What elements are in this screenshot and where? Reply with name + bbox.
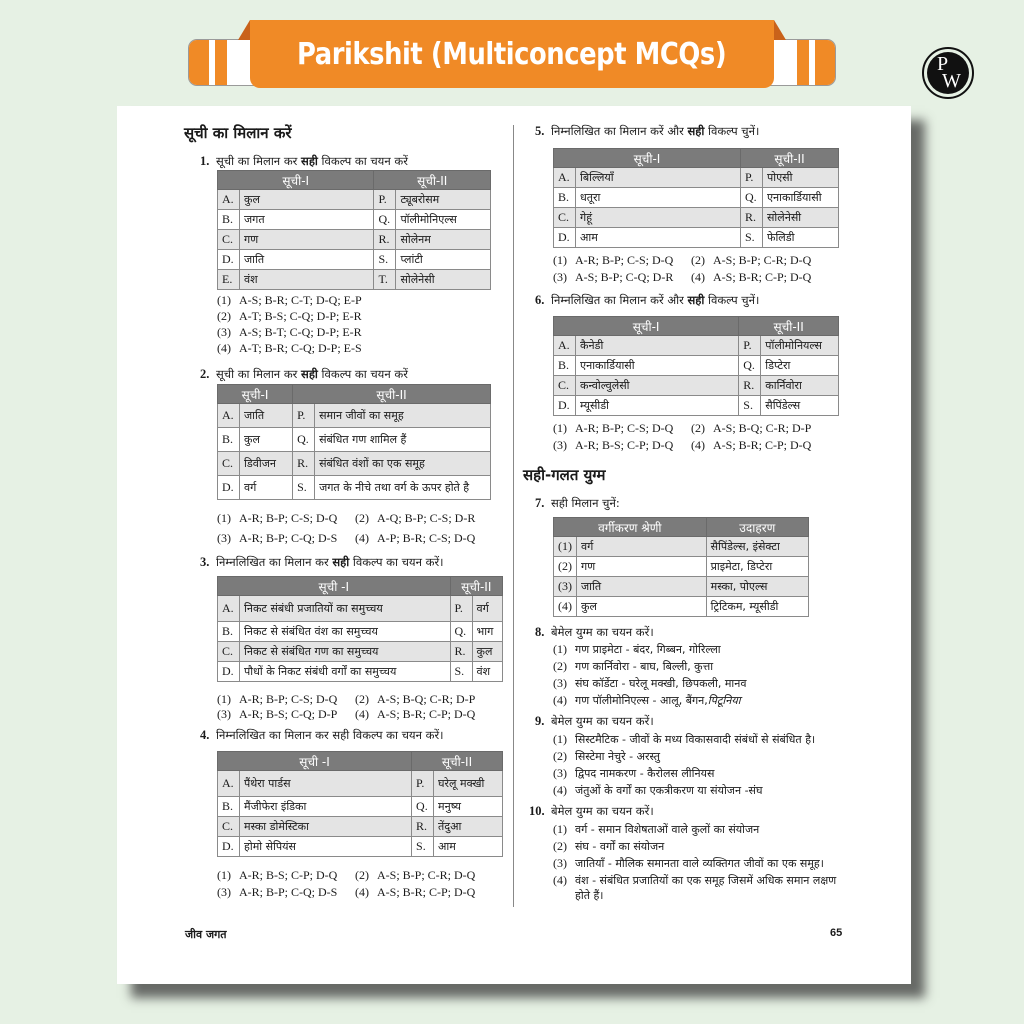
question-1	[200, 154, 408, 169]
table-row: A. पैंथेरा पार्डस P. घरेलू मक्खी	[218, 771, 503, 797]
options-q2	[217, 511, 475, 551]
question-7	[535, 496, 620, 511]
banner-main	[250, 20, 774, 88]
options-q1	[217, 293, 362, 357]
option-4[interactable]: (4) A-S; B-R; C-P; D-Q	[691, 270, 812, 284]
option-3[interactable]: (3) द्विपद नामकरण - कैरोलस लीनियस	[553, 766, 715, 780]
option-4[interactable]: (4) A-S; B-R; C-P; D-Q	[691, 438, 812, 452]
option-1[interactable]: (1) A-R; B-P; C-S; D-Q	[217, 692, 338, 706]
table-row: D. म्यूसीडी S. सैपिंडेल्स	[554, 396, 839, 416]
banner-fold-right	[774, 20, 786, 40]
table-row: B. धतूरा Q. एनाकार्डियासी	[554, 188, 839, 208]
banner-title: Parikshit (Multiconcept MCQs)	[297, 36, 727, 72]
question-title: 4. निम्नलिखित का मिलान कर सही विकल्प का चयन करें।	[200, 728, 444, 742]
table-header: वर्गीकरण श्रेणी	[554, 518, 707, 537]
table-row: (3) जाति मस्का, पोएल्स	[554, 577, 809, 597]
option-2[interactable]: (2) A-S; B-P; C-R; D-Q	[355, 868, 476, 882]
options-q6	[553, 421, 811, 455]
question-title: 1. सूची का मिलान कर सही विकल्प का चयन करें	[200, 154, 408, 168]
option-1[interactable]: (1) वर्ग - समान विशेषताओं वाले कुलों का संयोजन	[553, 822, 760, 836]
option-4[interactable]: (4) जंतुओं के वर्गों का एकत्रीकरण या संयोजन -संघ	[553, 783, 763, 797]
table-row: D. जाति S. प्लांटी	[218, 250, 491, 270]
option-4[interactable]: (4) A-T; B-R; C-Q; D-P; E-S	[217, 341, 362, 355]
table-header: सूची-II	[450, 577, 503, 596]
option-1[interactable]: (1) A-R; B-S; C-P; D-Q	[217, 868, 338, 882]
table-row: A. कैनेडी P. पॉलीमोनियल्स	[554, 336, 839, 356]
table-header: सूची-II	[412, 752, 503, 771]
match-table-q2	[217, 384, 491, 500]
question-10	[529, 804, 654, 819]
table-row: A. कुल P. ट्यूबरोसम	[218, 190, 491, 210]
table-header: सूची-II	[740, 149, 838, 168]
table-header: उदाहरण	[706, 518, 808, 537]
options-q5	[553, 253, 811, 287]
table-row: A. निकट संबंधी प्रजातियों का समुच्चय P. वर्ग	[218, 596, 503, 622]
page-number: 65	[830, 927, 843, 939]
table-row: C. मस्का डोमेस्टिका R. तेंदुआ	[218, 817, 503, 837]
question-title: 10. बेमेल युग्म का चयन करें।	[529, 804, 654, 818]
table-row: B. जगत Q. पॉलीमोनिएल्स	[218, 210, 491, 230]
table-row: D. होमो सेपियंस S. आम	[218, 837, 503, 857]
match-table-q4	[217, 751, 503, 857]
title-banner	[188, 20, 836, 90]
option-3[interactable]: (3) जातियाँ - मौलिक समानता वाले व्यक्तिगत जीवों का एक समूह।	[553, 856, 824, 870]
options-q3	[217, 692, 475, 722]
option-4[interactable]: (4) वंश - संबंधित प्रजातियों का एक समूह जिसमें अधिक समान लक्षण होते हैं।	[553, 873, 837, 902]
option-2[interactable]: (2) सिस्टेमा नेचुरे - अरस्तु	[553, 749, 661, 763]
question-title: 2. सूची का मिलान कर सही विकल्प का चयन करें	[200, 367, 408, 381]
option-3[interactable]: (3) A-S; B-T; C-Q; D-P; E-R	[217, 325, 362, 339]
table-row: A. बिल्लियाँ P. पोएसी	[554, 168, 839, 188]
table-row: B. मैंजीफेरा इंडिका Q. मनुष्य	[218, 797, 503, 817]
option-1[interactable]: (1) सिस्टमैटिक - जीवों के मध्य विकासवादी संबंधों से संबंधित है।	[553, 732, 816, 746]
option-2[interactable]: (2) A-S; B-Q; C-R; D-P	[355, 692, 476, 706]
table-header: सूची-I	[554, 317, 739, 336]
option-1[interactable]: (1) गण प्राइमेटा - बंदर, गिब्बन, गोरिल्ला	[553, 642, 721, 656]
question-5	[535, 124, 759, 139]
table-header: सूची-II	[739, 317, 839, 336]
question-6	[535, 293, 759, 308]
question-title: 8. बेमेल युग्म का चयन करें।	[535, 625, 654, 639]
option-1[interactable]: (1) A-S; B-R; C-T; D-Q; E-P	[217, 293, 362, 307]
options-q8	[553, 642, 746, 710]
question-8	[535, 625, 654, 640]
table-header: सूची-I	[218, 385, 293, 404]
section-heading-true-false: सही-गलत युग्म	[523, 466, 606, 484]
option-3[interactable]: (3) A-R; B-P; C-Q; D-S	[217, 531, 338, 545]
chapter-title: जीव जगत	[185, 928, 227, 941]
book-page	[117, 106, 911, 984]
option-1[interactable]: (1) A-R; B-P; C-S; D-Q	[553, 253, 674, 267]
question-9	[535, 714, 654, 729]
table-row: D. आम S. फेलिडी	[554, 228, 839, 248]
option-4[interactable]: (4) A-P; B-R; C-S; D-Q	[355, 531, 476, 545]
option-3[interactable]: (3) A-R; B-S; C-Q; D-P	[217, 707, 338, 721]
table-row: C. डिवीजन R. संबंधित वंशों का एक समूह	[218, 452, 491, 476]
table-row: D. वर्ग S. जगत के नीचे तथा वर्ग के ऊपर होते है	[218, 476, 491, 500]
option-2[interactable]: (2) A-T; B-S; C-Q; D-P; E-R	[217, 309, 362, 323]
pw-logo-icon	[922, 44, 974, 104]
match-table-q3	[217, 576, 503, 682]
option-2[interactable]: (2) संघ - वर्गों का संयोजन	[553, 839, 665, 853]
question-3	[200, 555, 444, 570]
table-row: (2) गण प्राइमेटा, डिप्टेरा	[554, 557, 809, 577]
table-row: E. वंश T. सोलेनेसी	[218, 270, 491, 290]
table-row: C. गण R. सोलेनम	[218, 230, 491, 250]
table-row: C. निकट से संबंधित गण का समुच्चय R. कुल	[218, 642, 503, 662]
question-title: 3. निम्नलिखित का मिलान कर सही विकल्प का चयन करें।	[200, 555, 444, 569]
question-title: 9. बेमेल युग्म का चयन करें।	[535, 714, 654, 728]
options-q10	[553, 822, 853, 903]
table-header: सूची-II	[374, 171, 491, 190]
option-1[interactable]: (1) A-R; B-P; C-S; D-Q	[217, 511, 338, 525]
option-2[interactable]: (2) A-Q; B-P; C-S; D-R	[355, 511, 476, 525]
option-3[interactable]: (3) A-S; B-P; C-Q; D-R	[553, 270, 674, 284]
section-heading-match: सूची का मिलान करें	[184, 124, 292, 142]
logo-disc	[927, 52, 969, 94]
table-header: सूची -I	[218, 577, 451, 596]
table-row: A. जाति P. समान जीवों का समूह	[218, 404, 491, 428]
table-row: (4) कुल ट्रिटिकम, म्यूसीडी	[554, 597, 809, 617]
option-2[interactable]: (2) A-S; B-P; C-R; D-Q	[691, 253, 812, 267]
option-4[interactable]: (4) गण पॉलीमोनिएल्स - आलू, बैंगन, पिटूनिया	[553, 693, 741, 707]
table-header: सूची-I	[218, 171, 374, 190]
option-3[interactable]: (3) A-R; B-P; C-Q; D-S	[217, 885, 338, 899]
match-table-q6	[553, 316, 839, 416]
table-row: (1) वर्ग सैपिंडेल्स, इंसेक्टा	[554, 537, 809, 557]
match-table-q5	[553, 148, 839, 248]
question-4	[200, 728, 444, 743]
logo-letter-w: W	[942, 70, 961, 92]
column-divider	[513, 125, 514, 907]
option-2[interactable]: (2) A-S; B-Q; C-R; D-P	[691, 421, 812, 435]
option-3[interactable]: (3) संघ कॉर्डेटा - घरेलू मक्खी, छिपकली, मानव	[553, 676, 747, 690]
options-q4	[217, 868, 475, 902]
table-header: सूची-I	[554, 149, 741, 168]
table-header: सूची-II	[293, 385, 491, 404]
classification-table-q7	[553, 517, 809, 617]
logo-letter-p: P	[937, 53, 949, 75]
option-2[interactable]: (2) गण कार्निवोरा - बाघ, बिल्ली, कुत्ता	[553, 659, 714, 673]
table-row: C. गेहूं R. सोलेनेसी	[554, 208, 839, 228]
question-2	[200, 367, 408, 382]
option-3[interactable]: (3) A-R; B-S; C-P; D-Q	[553, 438, 674, 452]
table-header: सूची -I	[218, 752, 412, 771]
option-1[interactable]: (1) A-R; B-P; C-S; D-Q	[553, 421, 674, 435]
question-title: 5. निम्नलिखित का मिलान करें और सही विकल्प चुनें।	[535, 124, 760, 138]
table-row: D. पौधों के निकट संबंधी वर्गों का समुच्चय S. वंश	[218, 662, 503, 682]
question-title: 6. निम्नलिखित का मिलान करें और सही विकल्प चुनें।	[535, 293, 760, 307]
banner-fold-left	[238, 20, 250, 40]
option-4[interactable]: (4) A-S; B-R; C-P; D-Q	[355, 885, 476, 899]
table-row: B. निकट से संबंधित वंश का समुच्चय Q. भाग	[218, 622, 503, 642]
option-4[interactable]: (4) A-S; B-R; C-P; D-Q	[355, 707, 476, 721]
table-row: B. एनाकार्डियासी Q. डिप्टेरा	[554, 356, 839, 376]
table-row: B. कुल Q. संबंधित गण शामिल हैं	[218, 428, 491, 452]
options-q9	[553, 732, 815, 800]
table-row: C. कन्वोल्वुलेसी R. कार्निवोरा	[554, 376, 839, 396]
question-title: 7. सही मिलान चुनें:	[535, 496, 620, 510]
match-table-q1	[217, 170, 491, 290]
